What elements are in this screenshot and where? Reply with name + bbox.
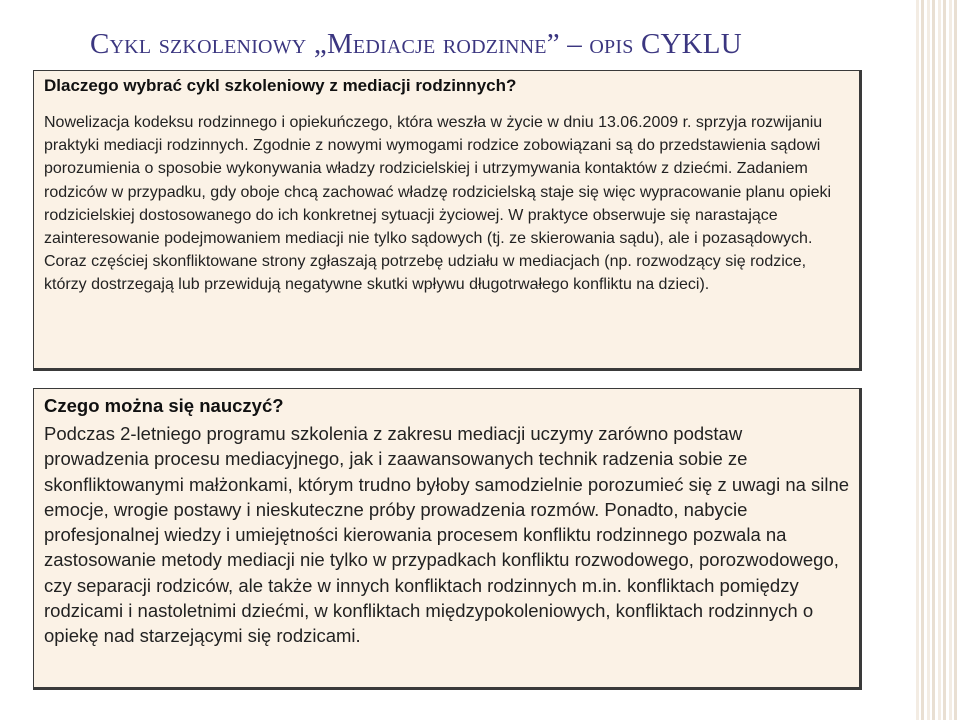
what-you-learn-paragraph: Podczas 2-letniego programu szkolenia z zakresu mediacji uczymy zarówno podstaw prowadzenia procesu mediacyjnego, jak i zaawansowanych technik radzenia sobie ze skonfliktowanymi małżonkami, którym trudno byłoby samodzielnie porozumieć się z uwagi na silne emocje, wrogie postawy i nieskuteczne próby prowadzenia rozmów. Ponadto, nabycie profesjonalnej wiedzy i umiejętności kierowania procesem konfliktu rodzinnego pozwala na zastosowanie metody mediacji nie tylko w przypadkach konfliktu rozwodowego, porozwodowego, czy separacji rodziców, ale także w innych konfliktach rodzinnych m.in. konfliktach pomiędzy rodzicami i nastoletnimi dziećmi, w konfliktach międzypokoleniowych, konfliktach rodzinnych o opiekę nad starzejącymi się rodzicami. — [44, 423, 850, 647]
why-choose-heading: Dlaczego wybrać cykl szkoleniowy z mediacji rodzinnych? — [44, 76, 517, 95]
decorative-stripes — [916, 0, 960, 720]
what-you-learn-section — [33, 388, 862, 690]
why-choose-paragraph: Nowelizacja kodeksu rodzinnego i opiekuńczego, która weszła w życie w dniu 13.06.2009 r. sprzyja rozwijaniu praktyki mediacji rodzinnych. Zgodnie z nowymi wymogami rodzice zobowiązani są do przedstawienia sądowi porozumienia o sposobie wykonywania władzy rodzicielskiej i utrzymywania kontaktów z dziećmi. Zadaniem rodziców w przypadku, gdy oboje chcą zachować władzę rodzicielską staje się więc wypracowanie planu opieki rodzicielskiej dostosowanego do ich konkretnej sytuacji życiowej. W praktyce obserwuje się narastające zainteresowanie podejmowaniem mediacji nie tylko sądowych (tj. ze skierowania sądu), ale i pozasądowych. Coraz częściej skonfliktowane strony zgłaszają potrzebę udziału w mediacjach (np. rozwodzący się rodzice, którzy dostrzegają lub przewidują negatywne skutki wpływu długotrwałego konfliktu na dzieci). — [44, 114, 832, 294]
what-you-learn-heading: Czego można się nauczyć? — [44, 395, 284, 416]
why-choose-section — [33, 70, 862, 371]
slide-title: Cykl szkoleniowy „Mediacje rodzinne” – opis CYKLU — [90, 28, 742, 60]
